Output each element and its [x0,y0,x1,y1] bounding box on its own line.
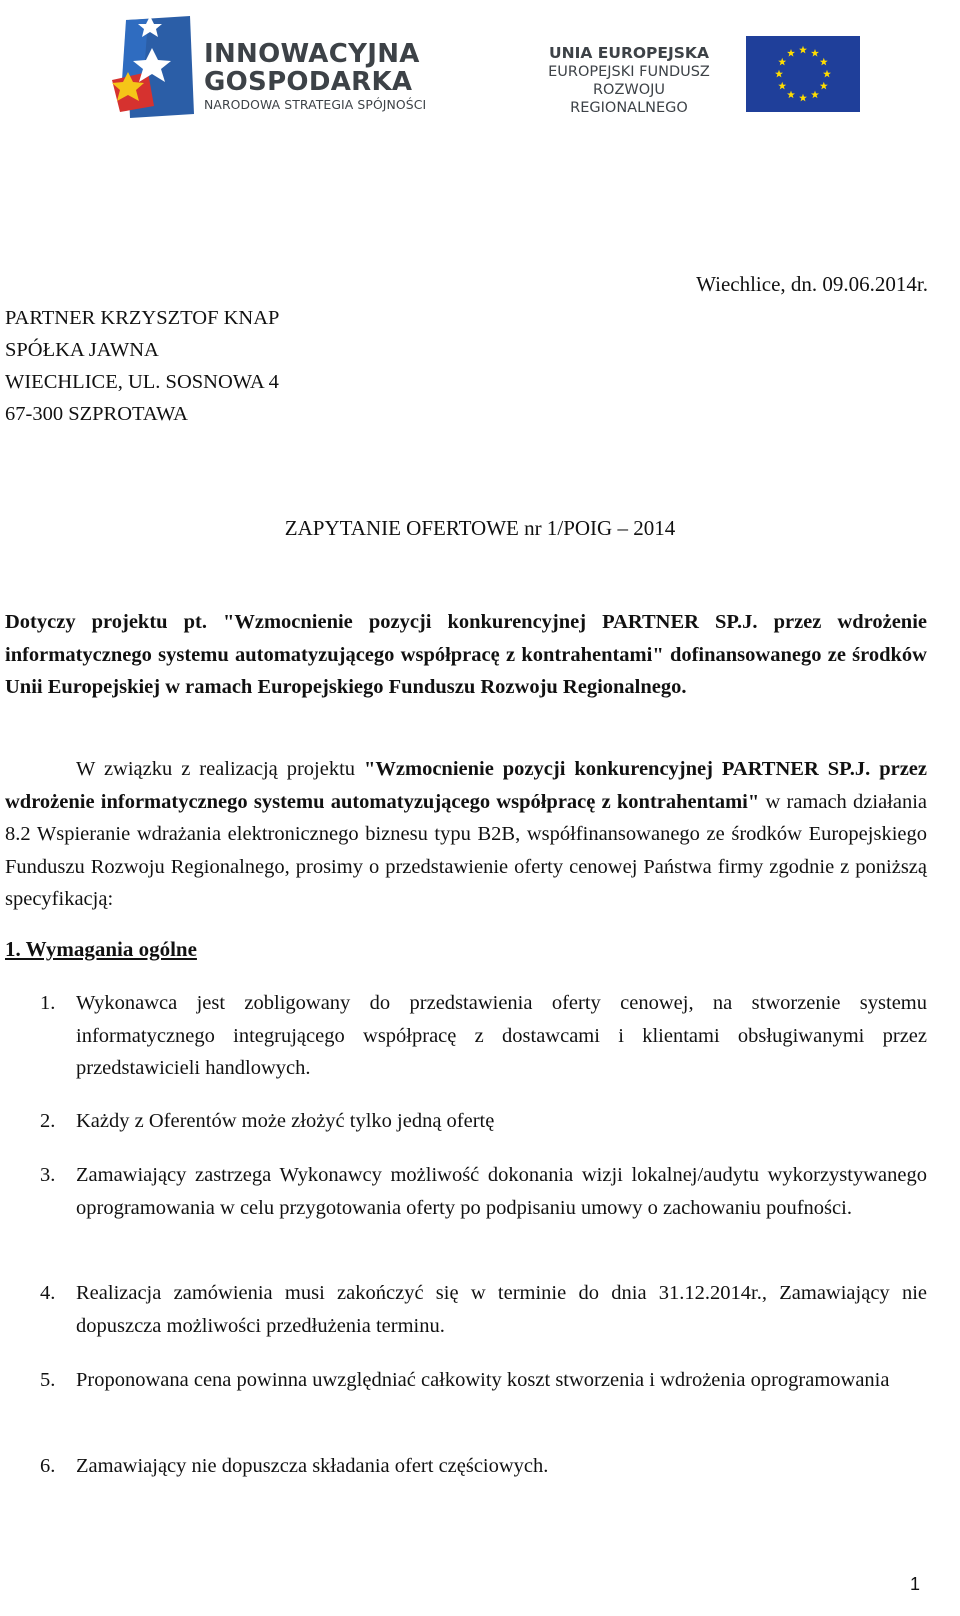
requirement-number: 5. [40,1369,56,1391]
sender-line: WIECHLICE, UL. SOSNOWA 4 [5,371,279,393]
eu-flag-icon [746,36,860,112]
requirement-number: 3. [40,1164,56,1186]
requirement-item [40,1105,927,1138]
paragraph-start: W związku z realizacją projektu [76,758,365,780]
requirement-text: Zamawiający nie dopuszcza składania ofert częściowych. [76,1455,549,1477]
requirement-item [40,1159,927,1224]
sender-address [5,302,279,430]
requirement-text: Zamawiający zastrzega Wykonawcy możliwość dokonania wizji lokalnej/audytu wykorzystywanego oprogramowania w celu przygotowania oferty po podpisaniu umowy o zachowaniu poufności. [76,1164,927,1219]
page-number: 1 [909,1574,920,1594]
unia-europejska-logo [534,36,864,116]
innowacyjna-gospodarka-logo [108,14,438,122]
intro-paragraph [5,753,927,916]
requirement-number: 4. [40,1282,56,1304]
letter-date: Wiechlice, dn. 09.06.2014r. [696,272,928,296]
logo-line-strategia: NARODOWA STRATEGIA SPÓJNOŚCI [204,97,427,112]
requirement-text: Każdy z Oferentów może złożyć tylko jedną ofertę [76,1110,495,1132]
requirement-text: Proponowana cena powinna uwzględniać całkowity koszt stworzenia i wdrożenia oprogramowania [76,1369,890,1391]
requirement-text: Wykonawca jest zobligowany do przedstawienia oferty cenowej, na stworzenie systemu informatycznego integrującego współpracę z dostawcami i klientami obsługiwanymi przez przedstawicieli handlowych. [76,992,927,1079]
requirement-item [40,1277,927,1342]
requirement-text: Realizacja zamówienia musi zakończyć się w terminie do dnia 31.12.2014r., Zamawiający nie dopuszcza możliwości przedłużenia terminu. [76,1282,927,1337]
logo-line-innowacyjna: INNOWACYJNA [204,39,420,69]
project-name: "Wzmocnienie pozycji konkurencyjnej PARTNER SP.J. przez wdrożenie informatycznego systemu automatyzującego współpracę z kontrahentami" [5,758,928,813]
requirement-item [40,1364,927,1397]
requirement-number: 1. [40,992,56,1014]
project-intro: Dotyczy projektu pt. "Wzmocnienie pozycji konkurencyjnej PARTNER SP.J. przez wdrożenie informatycznego systemu automatyzującego współpracę z kontrahentami" dofinansowanego ze środków Unii Europejskiej w ramach Europejskiego Funduszu Rozwoju Regionalnego. [5,611,927,698]
document-title: ZAPYTANIE OFERTOWE nr 1/POIG – 2014 [284,516,676,540]
innowacyjna-gospodarka-emblem-icon [108,14,198,122]
sender-line: SPÓŁKA JAWNA [5,339,159,361]
requirement-item [40,987,927,1085]
logo-line-gospodarka: GOSPODARKA [204,67,413,97]
paragraph-rest: w ramach działania 8.2 Wspieranie wdrażania elektronicznego biznesu typu B2B, współfinansowanego ze środków Europejskiego Funduszu Rozwoju Regionalnego, prosimy o przedstawienie oferty cenowej Państwa firmy zgodnie z poniższą specyfikacją: [5,790,928,910]
logo-line-rozwoj: ROZWOJU REGIONALNEGO [570,82,688,116]
requirement-number: 6. [40,1455,56,1477]
sender-line: 67-300 SZPROTAWA [5,403,188,425]
logo-line-fundusz: EUROPEJSKI FUNDUSZ [548,64,710,80]
section-heading: 1. Wymagania ogólne [5,937,197,961]
requirement-number: 2. [40,1110,56,1132]
sender-line: PARTNER KRZYSZTOF KNAP [5,307,280,329]
requirement-item [40,1450,927,1483]
logo-line-unia: UNIA EUROPEJSKA [549,44,709,62]
